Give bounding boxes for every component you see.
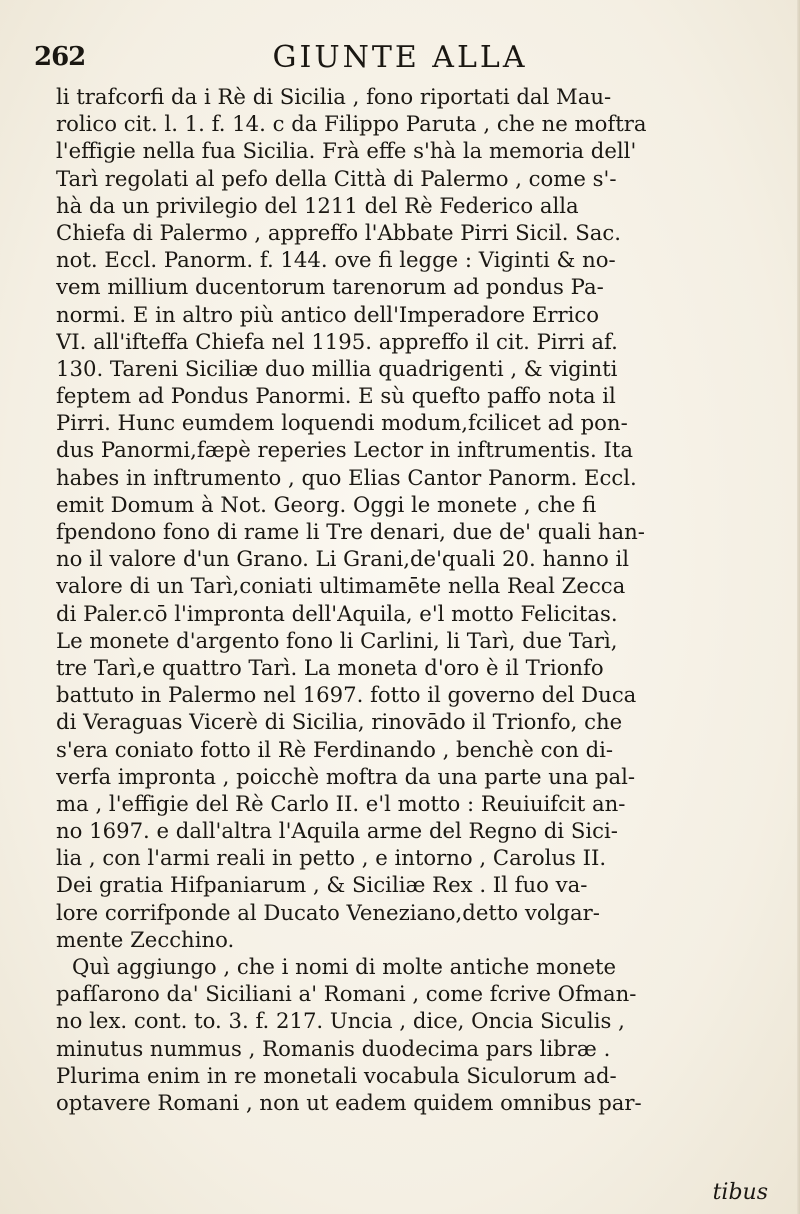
text-line: l'effigie nella fua Sicilia. Frà effe s'hà la memoria dell' [56,138,637,164]
text-line: li trafcorfi da i Rè di Sicilia , fono riportati dal Mau- [56,84,612,109]
body-text [56,83,768,1116]
text-line: emit Domum à Not. Georg. Oggi le monete , che fi [56,491,597,517]
text-line: minutus nummus , Romanis duodecima pars libræ . [56,1035,611,1061]
text-line: optavere Romani , non ut eadem quidem omnibus par- [56,1089,642,1115]
text-line: Pirri. Hunc eumdem loquendi modum,fcilicet ad pon- [56,410,628,436]
text-line: Dei gratia Hifpaniarum , & Siciliæ Rex . Il fuo va- [56,872,588,898]
text-line: Le monete d'argento fono li Carlini, li Tarì, due Tarì, [56,627,618,653]
text-line: no 1697. e dall'altra l'Aquila arme del Regno di Sici- [56,818,618,844]
page-number: 262 [34,42,86,72]
catchword: tibus [712,1180,768,1205]
text-line: ma , l'effigie del Rè Carlo II. e'l motto : Reuiuifcit an- [56,790,626,816]
text-line: fpendono fono di rame li Tre denari, due de' quali han- [56,519,645,544]
text-line: not. Eccl. Panorm. f. 144. ove fi legge : Viginti & no- [56,247,616,273]
text-line: di Paler.cō l'impronta dell'Aquila, e'l motto Felicitas. [56,600,618,626]
text-line: verfa impronta , poicchè moftra da una parte una pal- [56,763,636,789]
text-line: hà da un privilegio del 1211 del Rè Federico alla [56,192,579,218]
text-line: lore corrifponde al Ducato Veneziano,detto volgar- [56,899,600,925]
text-line: VI. all'ifteffa Chiefa nel 1195. appreffo il cit. Pirri af. [56,328,618,354]
text-line: Tarì regolati al pefo della Città di Palermo , come s'- [56,165,617,191]
text-line: Plurima enim in re monetali vocabula Siculorum ad- [56,1062,617,1088]
text-line: no il valore d'un Grano. Li Grani,de'quali 20. hanno il [56,546,630,572]
text-line: pafſarono da' Siciliani a' Romani , come fcrive Ofman- [56,981,637,1007]
text-line: rolico cit. l. 1. f. 14. c da Filippo Paruta , che ne moftra [56,111,647,137]
text-line: vem millium ducentorum tarenorum ad pondus Pa- [56,274,604,300]
text-line: Chiefa di Palermo , appreffo l'Abbate Pirri Sicil. Sac. [56,219,622,245]
text-line: habes in inftrumento , quo Elias Cantor Panorm. Eccl. [56,464,637,490]
text-line: lia , con l'armi reali in petto , e intorno , Carolus II. [56,845,607,871]
paragraph-start-line: Quì aggiungo , che i nomi di molte antiche monete [72,954,617,979]
text-line: tre Tarì,e quattro Tarì. La moneta d'oro è il Trionfo [56,654,604,680]
text-line: mente Zecchino. [56,926,235,952]
text-line: dus Panormi,fæpè reperies Lector in inftrumentis. Ita [56,437,634,463]
text-line: di Veraguas Vicerè di Sicilia, rinovādo il Trionfo, che [56,709,623,735]
text-line: feptem ad Pondus Panormi. E sù quefto paffo nota il [56,383,616,409]
running-head: GIUNTE ALLA [272,40,528,75]
text-line: no lex. cont. to. 3. f. 217. Uncia , dice, Oncia Siculis , [56,1008,625,1034]
text-line: s'era coniato fotto il Rè Ferdinando , benchè con di- [56,736,614,762]
text-line: battuto in Palermo nel 1697. fotto il governo del Duca [56,682,637,708]
text-line: 130. Tareni Siciliæ duo millia quadrigenti , & viginti [56,355,618,381]
text-line: normi. E in altro più antico dell'Imperadore Errico [56,301,600,327]
text-line: valore di un Tarì,coniati ultimamēte nella Real Zecca [56,573,626,599]
